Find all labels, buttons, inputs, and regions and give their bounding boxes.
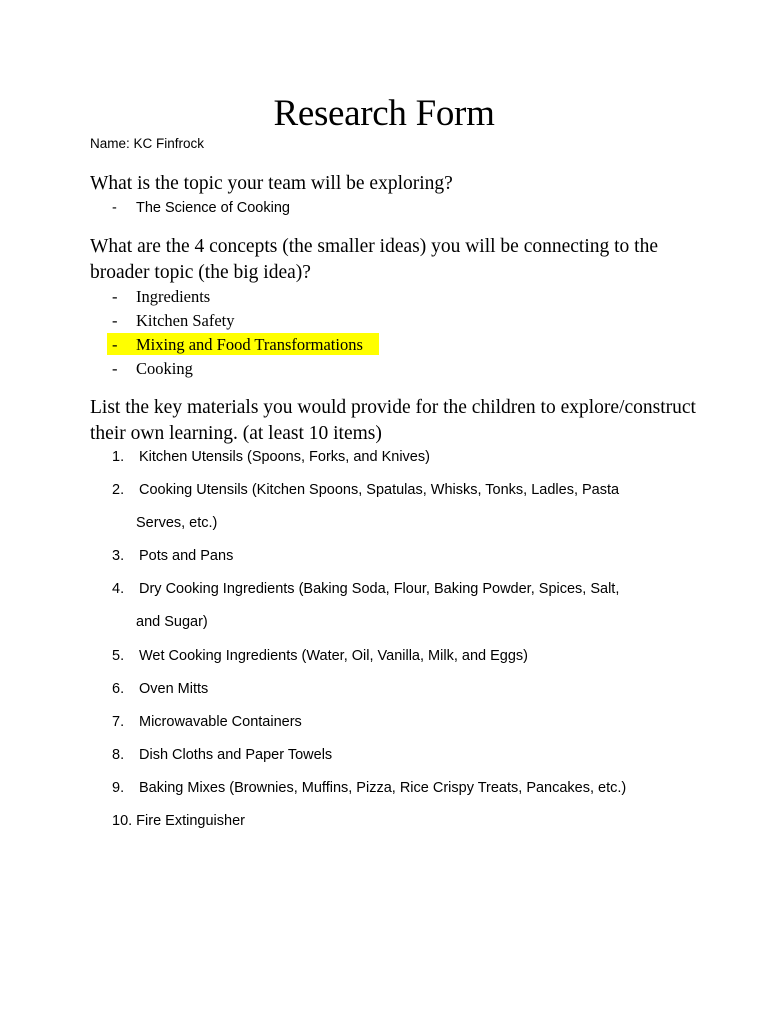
list-dash: - xyxy=(112,311,118,330)
material-text: Dish Cloths and Paper Towels xyxy=(139,747,333,763)
list-number: 7. xyxy=(112,714,125,730)
list-number: 2. xyxy=(112,482,125,498)
list-number: 9. xyxy=(112,780,125,796)
material-text: Wet Cooking Ingredients (Water, Oil, Vanilla, Milk, and Eggs) xyxy=(139,648,528,664)
concept-text: Ingredients xyxy=(136,287,211,306)
material-text: Dry Cooking Ingredients (Baking Soda, Flour, Baking Powder, Spices, Salt, xyxy=(139,581,620,597)
list-dash: - xyxy=(112,335,118,354)
question-concepts: What are the 4 concepts (the smaller ideas) you will be connecting to the broader topic (the big idea)? xyxy=(90,236,659,283)
material-item xyxy=(112,739,332,772)
material-text-continuation: Serves, etc.) xyxy=(136,515,218,531)
material-text: Pots and Pans xyxy=(139,548,234,564)
material-item xyxy=(112,474,619,540)
material-item xyxy=(112,772,626,805)
list-dash: - xyxy=(112,200,117,216)
material-text: Microwavable Containers xyxy=(139,714,302,730)
list-number: 4. xyxy=(112,581,125,597)
concept-text: Cooking xyxy=(136,359,193,378)
material-item xyxy=(112,573,619,639)
material-item xyxy=(112,640,528,673)
material-item xyxy=(112,673,208,706)
material-text: Fire Extinguisher xyxy=(136,813,245,829)
material-item xyxy=(112,540,233,573)
material-item xyxy=(112,441,430,474)
question-materials: List the key materials you would provide for the children to explore/construct their own learning. (at least 10 items) xyxy=(90,397,696,444)
list-number: 1. xyxy=(112,449,125,465)
list-number: 3. xyxy=(112,548,125,564)
material-item xyxy=(112,706,302,739)
list-number: 10. xyxy=(112,813,133,829)
material-text: Cooking Utensils (Kitchen Spoons, Spatulas, Whisks, Tonks, Ladles, Pasta xyxy=(139,482,620,498)
material-text-continuation: and Sugar) xyxy=(136,614,208,630)
concept-text: Mixing and Food Transformations xyxy=(136,335,363,354)
question-topic: What is the topic your team will be exploring? xyxy=(90,173,453,194)
material-text: Kitchen Utensils (Spoons, Forks, and Knives) xyxy=(139,449,430,465)
list-number: 5. xyxy=(112,648,125,664)
material-text: Oven Mitts xyxy=(139,681,209,697)
list-dash: - xyxy=(112,359,118,378)
material-item xyxy=(112,805,245,838)
page-title: Research Form xyxy=(273,93,495,134)
material-text: Baking Mixes (Brownies, Muffins, Pizza, Rice Crispy Treats, Pancakes, etc.) xyxy=(139,780,627,796)
list-number: 6. xyxy=(112,681,125,697)
answer-text: The Science of Cooking xyxy=(136,200,290,216)
name-line: Name: KC Finfrock xyxy=(90,136,205,151)
list-dash: - xyxy=(112,287,118,306)
list-number: 8. xyxy=(112,747,125,763)
concept-text: Kitchen Safety xyxy=(136,311,235,330)
